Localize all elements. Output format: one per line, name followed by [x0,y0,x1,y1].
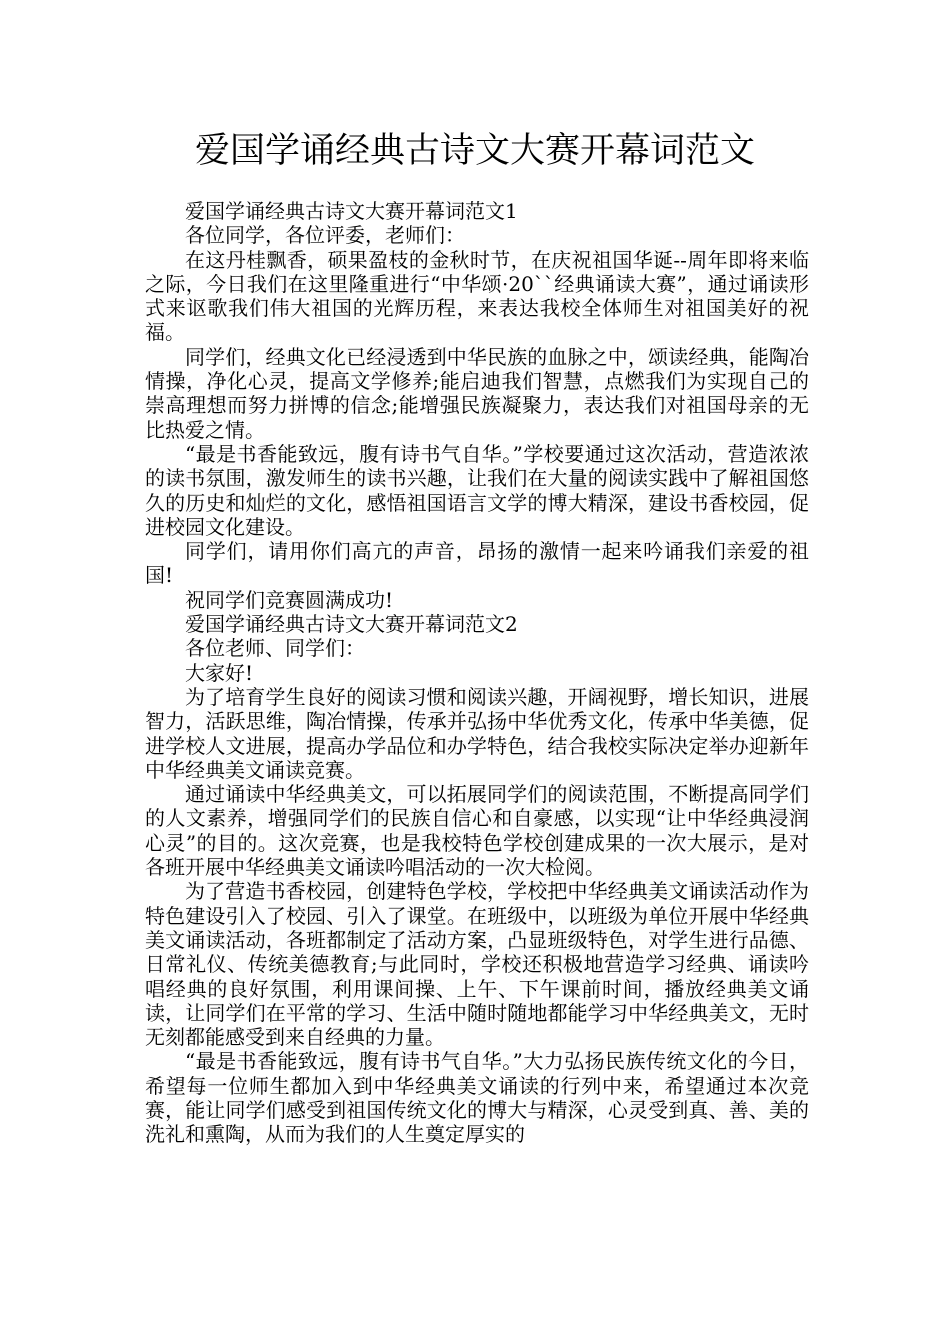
paragraph: 为了营造书香校园，创建特色学校，学校把中华经典美文诵读活动作为特色建设引入了校园、引入了课堂。在班级中，以班级为单位开展中华经典美文诵读活动，各班都制定了活动方案，凸显班级特色，对学生进行品德、日常礼仪、传统美德教育;与此同时，学校还积极地营造学习经典、诵读吟唱经典的良好氛围，利用课间操、上午、下午课前时间，播放经典美文诵读，让同学们在平常的学习、生活中随时随地都能学习中华经典美文，无时无刻都能感受到来自经典的力量。 [145,879,809,1050]
paragraph: 为了培育学生良好的阅读习惯和阅读兴趣，开阔视野，增长知识，进展智力，活跃思维，陶冶情操，传承并弘扬中华优秀文化，传承中华美德，促进学校人文进展，提高办学品位和办学特色，结合我校实际决定举办迎新年中华经典美文诵读竞赛。 [145,684,809,782]
document-body [145,199,809,1147]
paragraph: 祝同学们竞赛圆满成功! [185,587,394,612]
paragraph: “最是书香能致远，腹有诗书气自华。”学校要通过这次活动，营造浓浓的读书氛围，激发师生的读书兴趣，让我们在大量的阅读实践中了解祖国悠久的历史和灿烂的文化，感悟祖国语言文学的博大精深，建设书香校园，促进校园文化建设。 [145,441,809,539]
paragraph: 爱国学诵经典古诗文大赛开幕词范文2 [185,612,518,637]
paragraph: 在这丹桂飘香，硕果盈枝的金秋时节，在庆祝祖国华诞--周年即将来临之际，今日我们在这里隆重进行“中华颂·20``经典诵读大赛”，通过诵读形式来讴歌我们伟大祖国的光辉历程，来表达我校全体师生对祖国美好的祝福。 [145,247,809,345]
paragraph: 爱国学诵经典古诗文大赛开幕词范文1 [185,199,518,223]
paragraph: 各位同学，各位评委，老师们： [185,223,465,248]
paragraph: 大家好! [185,660,254,685]
paragraph: 同学们，请用你们高亢的声音，昂扬的激情一起来吟诵我们亲爱的祖国! [145,539,809,588]
document-title: 爱国学诵经典古诗文大赛开幕词范文 [194,131,755,171]
paragraph: 通过诵读中华经典美文，可以拓展同学们的阅读范围，不断提高同学们的人文素养，增强同学们的民族自信心和自豪感，以实现“让中华经典浸润心灵”的目的。这次竞赛，也是我校特色学校创建成果的一次大展示，是对各班开展中华经典美文诵读吟唱活动的一次大检阅。 [145,782,809,880]
paragraph: 同学们，经典文化已经浸透到中华民族的血脉之中，颂读经典，能陶冶情操，净化心灵，提高文学修养;能启迪我们智慧，点燃我们为实现自己的崇高理想而努力拼博的信念;能增强民族凝聚力，表达我们对祖国母亲的无比热爱之情。 [145,344,809,442]
paragraph: 各位老师、同学们： [185,636,365,661]
paragraph: “最是书香能致远，腹有诗书气自华。”大力弘扬民族传统文化的今日，希望每一位师生都加入到中华经典美文诵读的行列中来，希望通过本次竞赛，能让同学们感受到祖国传统文化的博大与精深，心灵受到真、善、美的洗礼和熏陶，从而为我们的人生奠定厚实的 [145,1049,809,1147]
